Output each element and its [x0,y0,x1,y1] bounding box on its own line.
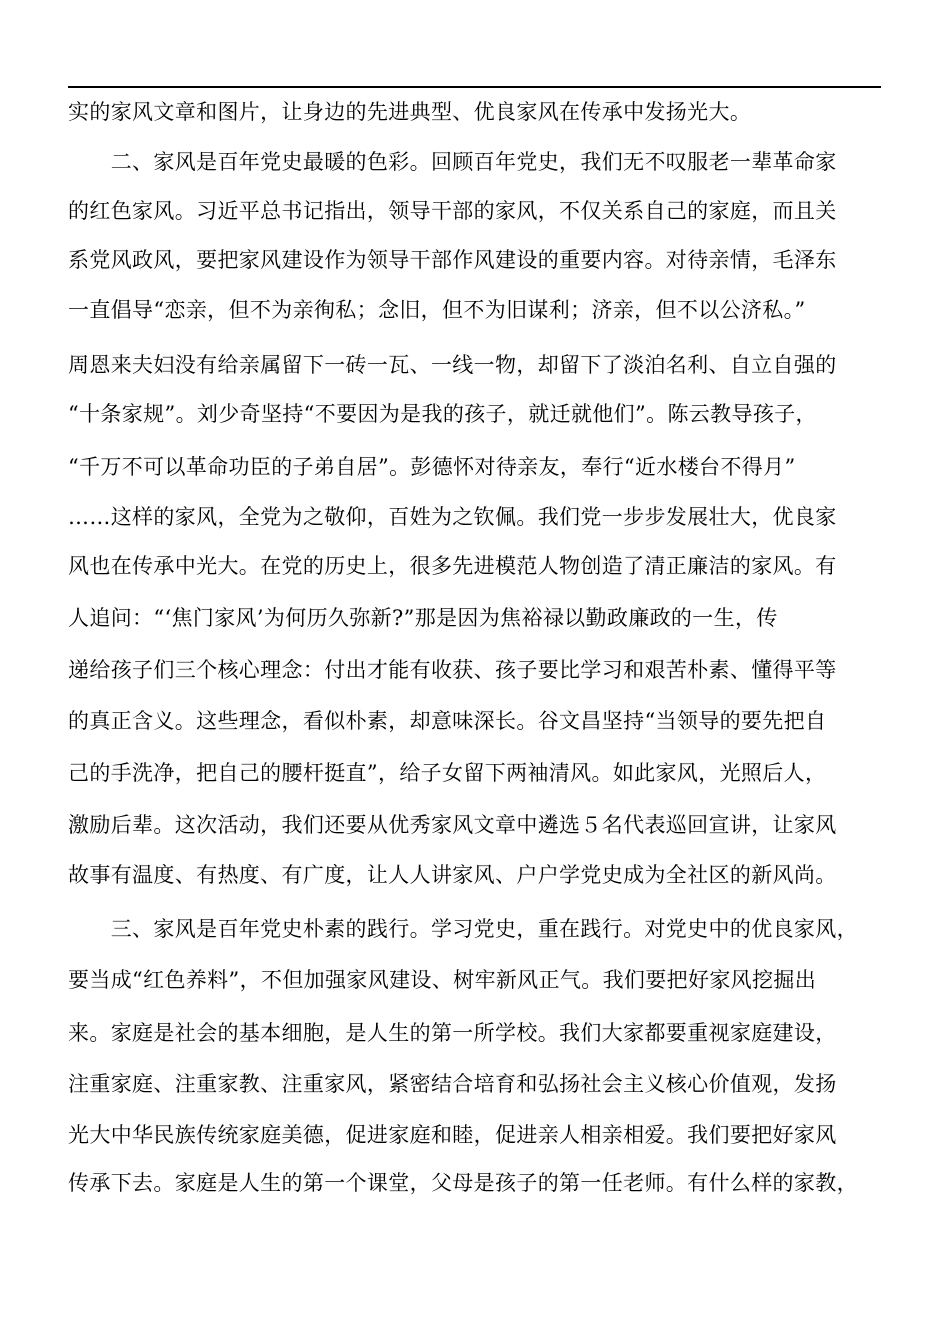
text-line: 激励后辈。这次活动，我们还要从优秀家风文章中遴选５名代表巡回宣讲，让家风 [68,813,837,837]
text-line: “十条家规”。刘少奇坚持“不要因为是我的孩子，就迁就他们”。陈云教导孩子， [68,402,817,426]
text-line: 实的家风文章和图片，让身边的先进典型、优良家风在传承中发扬光大。 [68,100,752,124]
text-line: 风也在传承中光大。在党的历史上，很多先进模范人物创造了清正廉洁的家风。有 [68,554,837,578]
text-line: “千万不可以革命功臣的子弟自居”。彭德怀对待亲友，奉行“近水楼台不得月” [68,455,796,479]
text-line: 己的手洗净，把自己的腰杆挺直”，给子女留下两袖清风。如此家风，光照后人， [68,761,827,785]
text-line: 注重家庭、注重家教、注重家风，紧密结合培育和弘扬社会主义核心价值观，发扬 [68,1072,837,1096]
text-line: 一直倡导“恋亲，但不为亲徇私；念旧，但不为旧谋利；济亲，但不以公济私。” [68,298,806,322]
header-rule [68,86,881,88]
text-line: 系党风政风，要把家风建设作为领导干部作风建设的重要内容。对待亲情，毛泽东 [68,248,837,272]
text-line: 传承下去。家庭是人生的第一个课堂，父母是孩子的第一任老师。有什么样的家教， [68,1171,858,1195]
text-line: 故事有温度、有热度、有广度，让人人讲家风、户户学党史成为全社区的新风尚。 [68,863,837,887]
text-line: 递给孩子们三个核心理念：付出才能有收获、孩子要比学习和艰苦朴素、懂得平等 [68,658,837,682]
text-line: 周恩来夫妇没有给亲属留下一砖一瓦、一线一物，却留下了淡泊名利、自立自强的 [68,353,837,377]
text-line: 光大中华民族传统家庭美德，促进家庭和睦，促进亲人相亲相爱。我们要把好家风 [68,1123,837,1147]
text-line: ……这样的家风，全党为之敬仰，百姓为之钦佩。我们党一步步发展壮大，优良家 [68,505,837,529]
text-line: 的真正含义。这些理念，看似朴素，却意味深长。谷文昌坚持“当领导的要先把自 [68,709,827,733]
text-line: 来。家庭是社会的基本细胞，是人生的第一所学校。我们大家都要重视家庭建设， [68,1021,837,1045]
text-line: 人追问：“‘焦门家风’为何历久弥新?”那是因为焦裕禄以勤政廉政的一生，传 [68,606,778,630]
text-line: 三、家风是百年党史朴素的践行。学习党史，重在践行。对党史中的优良家风， [68,917,858,941]
text-line: 二、家风是百年党史最暖的色彩。回顾百年党史，我们无不叹服老一辈革命家 [68,150,837,174]
text-line: 的红色家风。习近平总书记指出，领导干部的家风，不仅关系自己的家庭，而且关 [68,199,837,223]
text-line: 要当成“红色养料”，不但加强家风建设、树牢新风正气。我们要把好家风挖掘出 [68,968,817,992]
